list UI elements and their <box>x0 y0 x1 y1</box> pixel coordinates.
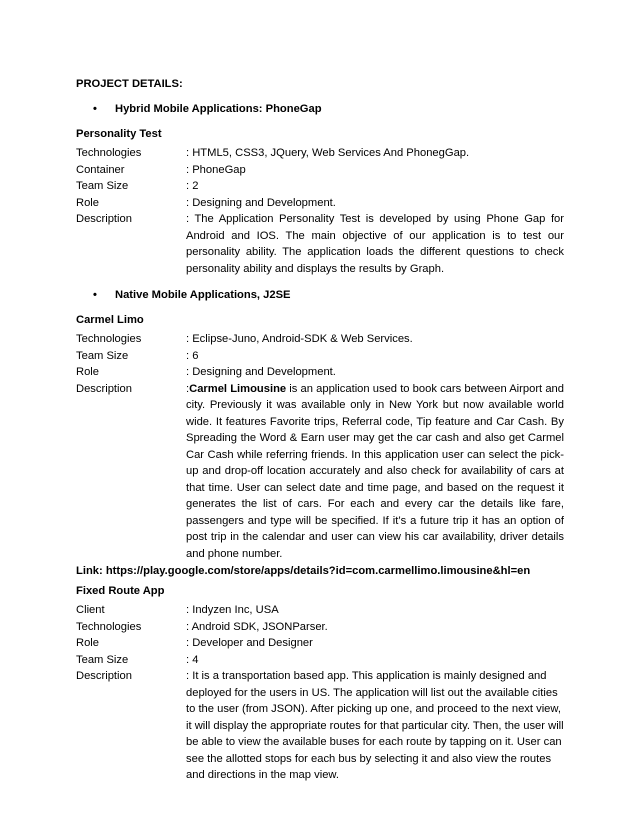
detail-row <box>76 331 564 348</box>
detail-value: : 2 <box>186 180 199 192</box>
detail-value: : Designing and Development. <box>186 196 336 209</box>
detail-row <box>76 145 564 162</box>
detail-key: Technologies <box>76 147 142 159</box>
detail-key: Role <box>76 637 100 649</box>
detail-key: Role <box>76 366 100 378</box>
detail-value: : Developer and Designer <box>186 637 313 649</box>
detail-value <box>186 381 564 563</box>
detail-row <box>76 652 564 669</box>
content <box>76 73 564 784</box>
project-title: Fixed Route App <box>76 585 165 597</box>
detail-value: : HTML5, CSS3, JQuery, Web Services And PhonegGap. <box>186 147 470 159</box>
detail-value: : Android SDK, JSONParser. <box>186 620 328 633</box>
detail-value: : Designing and Development. <box>186 366 336 378</box>
detail-row <box>76 602 564 619</box>
detail-row <box>76 348 564 365</box>
section-heading: PROJECT DETAILS: <box>76 78 183 90</box>
detail-row <box>76 162 564 179</box>
detail-key: Technologies <box>76 333 142 345</box>
detail-value: : The Application Personality Test is developed by using Phone Gap for Android and IOS. The main objective of our application is to test our personality ability. The application loads the different questions to check personality ability and displays the results by Graph. <box>186 213 564 275</box>
detail-key: Team Size <box>76 180 129 192</box>
detail-row <box>76 635 564 652</box>
detail-row <box>76 668 564 784</box>
detail-value: : 4 <box>186 653 199 666</box>
detail-key: Description <box>76 213 132 225</box>
value-text: is an application used to book cars between Airport and city. Previously it was available only in New York but now available world wide. It features Favorite trips, Referral code, Tip feature and Car Cash. By Spreading the Word & Earn user may get the car cash and also get Carmel Car Cash while referring friends. In this application user can select the pick-up and drop-off location accurately and also check for availability of cars at that time. User can select date and time page, and based on the request it generates the list of cars. For each and every car the details like fare, passengers and type will be specified. If it’s a future trip it has an option of post trip in the calendar and user can view his car availability, driver details and phone number. <box>186 382 564 560</box>
detail-key: Technologies <box>76 620 142 633</box>
bullet-native <box>76 281 564 309</box>
detail-row <box>76 195 564 212</box>
bullet-label: Hybrid Mobile Applications: PhoneGap <box>115 103 322 115</box>
detail-key: Client <box>76 604 105 616</box>
app-name: Carmel Limousine <box>189 382 287 395</box>
detail-key: Team Size <box>76 653 129 666</box>
detail-row <box>76 211 564 277</box>
bullet-hybrid <box>76 95 564 123</box>
bullet-icon: • <box>93 289 97 301</box>
details-table <box>76 602 564 784</box>
bullet-label: Native Mobile Applications, J2SE <box>115 289 291 301</box>
detail-value: : It is a transportation based app. This application is mainly designed and deployed for the users in US. The application will list out the available cities to the user (from JSON). After picking up one, and proceed to the next view, it will display the appropriate routes for that particular city. Then, the user will be able to view the available buses for each route by tapping on it. User can see the allotted stops for each bus by selecting it and also view the routes and directions in the map view. <box>186 670 564 781</box>
details-table <box>76 145 564 277</box>
detail-value: : Indyzen Inc, USA <box>186 604 279 616</box>
detail-row <box>76 364 564 381</box>
detail-row <box>76 619 564 636</box>
detail-key: Role <box>76 196 100 209</box>
detail-value: : 6 <box>186 349 199 362</box>
detail-key: Description <box>76 670 132 682</box>
detail-value: : PhoneGap <box>186 163 246 176</box>
detail-key: Team Size <box>76 349 129 362</box>
store-link[interactable]: Link: https://play.google.com/store/apps/details?id=com.carmellimo.limousine&hl=en <box>76 565 531 577</box>
detail-value: : Eclipse-Juno, Android-SDK & Web Services. <box>186 333 413 345</box>
detail-row <box>76 178 564 195</box>
value-prefix: : <box>186 382 190 395</box>
detail-key: Description <box>76 382 132 395</box>
bullet-icon: • <box>93 103 97 115</box>
details-table <box>76 331 564 562</box>
detail-key: Container <box>76 163 125 176</box>
detail-row <box>76 381 564 563</box>
project-title: Carmel Limo <box>76 314 144 326</box>
project-title: Personality Test <box>76 128 162 140</box>
